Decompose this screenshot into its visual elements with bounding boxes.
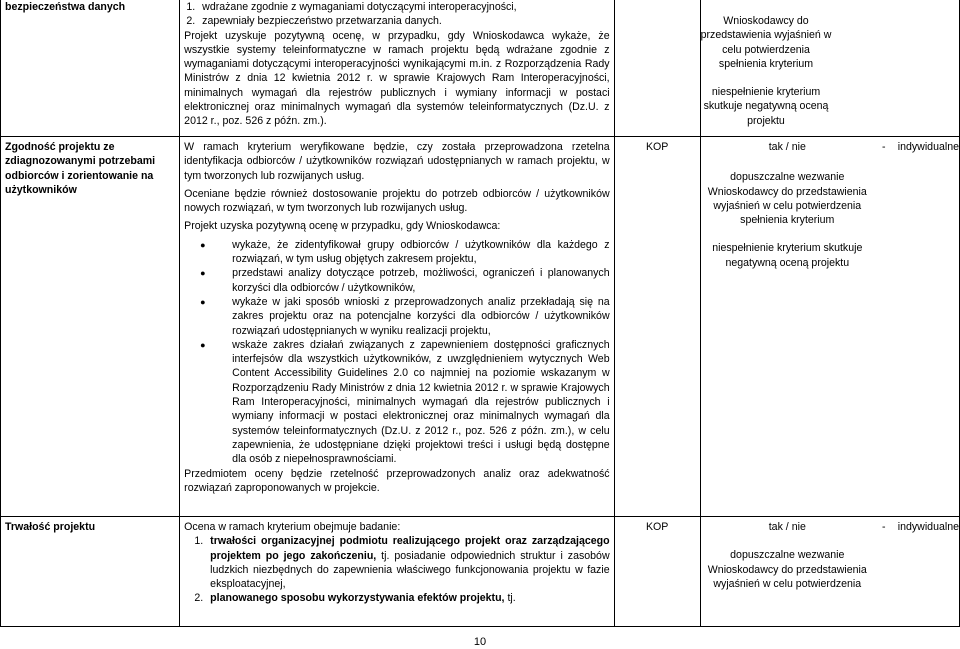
list-item: ● przedstawi analizy dotyczące potrzeb, możliwości, ograniczeń i planowanych korzyści dla odbiorców / użytkowników, [200, 267, 610, 294]
answer-text: tak / nie [768, 521, 806, 533]
numbered-list [184, 0, 609, 29]
table-row [1, 137, 960, 517]
description-paragraph: Projekt uzyskuje pozytywną ocenę, w przypadku, gdy Wnioskodawca wykaże, że wszystkie systemy teleinformatyczne w ramach projektu będą wdrażane zgodnie z wymaganiami dotyczącymi interoperacyjności wynikającymi m.in. z Rozporządzenia Rady Ministrów z dnia 12 kwietnia 2012 r. w sprawie Krajowych Ram Interoperacyjności, minimalnych wymagań dla rejestrów publicznych i wymiany informacji w postaci elektronicznej oraz minimalnych wymagań dla systemów teleinformatycznych (Dz.U. z 2012 r., poz. 526 z późn. zm.). [184, 29, 610, 128]
bullet-icon: ● [200, 296, 206, 307]
notes-cell [700, 517, 959, 627]
bullet-icon: ● [200, 239, 206, 250]
dash-text: - [882, 521, 886, 533]
note-text: niespełnienie kryterium skutkuje negatywną oceną projektu [703, 86, 829, 127]
list-item: ● wykaże, że zidentyfikował grupy odbiorców / użytkowników dla każdego z rozwiązań, w tym usług objętych zakresem projektu, [200, 238, 610, 266]
list-item: 2. zapewniały bezpieczeństwo przetwarzania danych. [198, 14, 609, 28]
criterion-name: Zgodność projektu ze zdiagnozowanymi potrzebami odbiorców i zorientowanie na użytkowników [1, 137, 180, 517]
criterion-description [180, 0, 614, 137]
criterion-name: Trwałość projektu [1, 517, 180, 627]
page-number: 10 [473, 636, 487, 648]
description-paragraph: Ocena w ramach kryterium obejmuje badanie: [184, 521, 401, 533]
numbered-list [184, 534, 609, 605]
criterion-description [180, 517, 614, 627]
description-paragraph: W ramach kryterium weryfikowane będzie, czy została przeprowadzona rzetelna identyfikacja odbiorców / użytkowników rozwiązań udostępnianych w ramach projektu, w tym tworzonych lub rozwijanych usług. [184, 141, 610, 182]
description-paragraph: Oceniane będzie również dostosowanie projektu do potrzeb odbiorców / użytkowników nowych rozwiązań, w tym tworzonych lub rozwijanych usług. [184, 187, 610, 215]
list-item: ● wykaże w jaki sposób wnioski z przeprowadzonych analiz przekładają się na zakres projektu oraz na potencjalne korzyści dla odbiorców / użytkowników rozwiązań udostępnianych w wyniku realizacji projektu, [200, 295, 610, 337]
answer-text: tak / nie [768, 141, 806, 153]
list-item: 1. trwałości organizacyjnej podmiotu realizującego projekt oraz zarządzającego projektem po jego zakończeniu, tj. posiadanie odpowiednich struktur i zasobów ludzkich niezbędnych do zapewnienia właściwego funkcjonowania projektu w fazie eksploatacyjnej, [206, 534, 609, 591]
list-item: 1. wdrażane zgodnie z wymaganiami dotyczącymi interoperacyjności, [198, 0, 609, 14]
note-text: dopuszczalne wezwanie Wnioskodawcy do przedstawienia wyjaśnień w celu potwierdzenia spełnienia kryterium [707, 171, 867, 227]
description-paragraph: Projekt uzyska pozytywną ocenę w przypadku, gdy Wnioskodawca: [184, 220, 501, 233]
body-cell: KOP [614, 137, 700, 517]
note-text: Wnioskodawcy do przedstawienia wyjaśnień w celu potwierdzenia spełnienia kryterium [700, 15, 832, 70]
description-paragraph: Przedmiotem oceny będzie rzetelność przeprowadzonych analiz oraz adekwatność rozwiązań zaproponowanych w projekcie. [184, 467, 610, 494]
body-cell: KOP [614, 517, 700, 627]
criterion-description [180, 137, 614, 517]
bullet-icon: ● [200, 339, 206, 350]
body-cell [614, 0, 700, 137]
row1-notes [700, 14, 832, 128]
mode-text: indywidualne [897, 521, 959, 533]
list-item: ● wskaże zakres działań związanych z zapewnieniem dostępności graficznych interfejsów dla wszystkich użytkowników, z uwzględnieniem wytycznych Web Content Accessibility Guidelines 2.0 co najmniej na poziomie wskazanym w Rozporządzeniu Rady Ministrów z dnia 12 kwietnia 2012 r. w sprawie Krajowych Ram Interoperacyjności, minimalnych wymagań dla rejestrów publicznych i wymiany informacji w postaci elektronicznej oraz minimalnych wymagań dla systemów teleinformatycznych (Dz.U. z 2012 r., poz. 526 z późn. zm.), w celu zapewnienia, że udostępniane dzięki projektowi treści i usługi będą dostępne dla osób z niepełnosprawnościami. [200, 338, 610, 466]
bullet-icon: ● [200, 268, 206, 279]
notes-cell [700, 137, 959, 517]
notes-cell-right [812, 0, 959, 137]
criterion-name: bezpieczeństwa danych [1, 0, 180, 137]
mode-text: indywidualne [897, 141, 959, 153]
list-item: 2. planowanego sposobu wykorzystywania efektów projektu, tj. [206, 591, 609, 605]
table-row [1, 517, 960, 627]
bullet-list [184, 238, 609, 467]
note-text: niespełnienie kryterium skutkuje negatywną oceną projektu [712, 242, 863, 269]
note-text: dopuszczalne wezwanie Wnioskodawcy do przedstawienia wyjaśnień w celu potwierdzenia [707, 549, 867, 590]
dash-text: - [882, 141, 886, 153]
